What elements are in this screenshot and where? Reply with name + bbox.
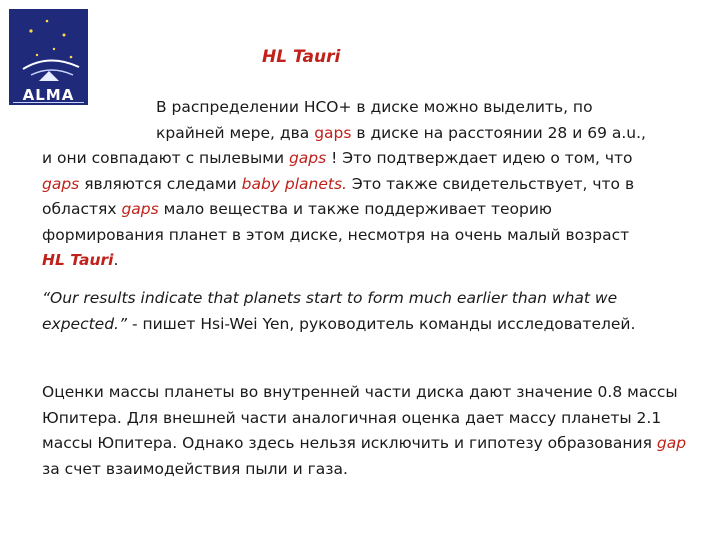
p1-line5-b: мало вещества и также поддерживает теорию	[158, 200, 552, 218]
slide-title: HL Tauri	[262, 47, 341, 67]
p3-text-end: за счет взаимодействия пыли и газа.	[42, 459, 348, 478]
paragraph-mass-estimates	[42, 380, 692, 482]
quote-text: “Our results indicate that planets start to form much earlier than what we expected.”	[42, 289, 618, 333]
p1-line4-a: являются следами	[79, 174, 242, 193]
paragraph-quote	[42, 286, 692, 337]
p1-line3-a: и они совпадают с пылевыми	[42, 149, 289, 167]
quote-attribution: - пишет Hsi-Wei Yen, руководитель команды исследователей.	[131, 314, 636, 333]
term-gaps: gaps	[121, 200, 159, 218]
p1-line2-b: в диске на расстоянии 28 и 69 a.u.,	[351, 123, 646, 142]
p1-line5-a: областях	[42, 200, 122, 218]
paragraph-hco-gaps	[42, 95, 682, 274]
term-baby-planets: baby planets.	[241, 174, 347, 193]
term-gaps: gaps	[314, 123, 352, 142]
alma-logo	[9, 9, 88, 105]
p1-line2-a: крайней мере, два	[156, 123, 315, 142]
p1-period: .	[113, 251, 119, 269]
p1-line4-b: Это также свидетельствует, что в	[346, 174, 635, 193]
p1-line3-b: ! Это подтверждает идею о том, что	[326, 149, 633, 167]
p1-line1: В распределении HCO+ в диске можно выделить, по	[156, 98, 593, 116]
p3-text: Оценки массы планеты во внутренней части диска дают значение 0.8 массы Юпитера. Для внешней части аналогичная оценка дает массу планеты 2.1 массы Юпитера. Однако здесь нельзя исключить и гипотезу образования	[42, 383, 678, 452]
term-hl-tauri: HL Tauri	[42, 251, 114, 269]
p1-line6: формирования планет в этом диске, несмотря на очень малый возраст	[42, 225, 630, 244]
term-gaps: gaps	[42, 174, 80, 193]
logo-text: ALMA	[22, 86, 75, 104]
term-gap: gap	[656, 434, 687, 452]
p1-line2	[42, 121, 682, 147]
term-gaps: gaps	[288, 149, 327, 167]
